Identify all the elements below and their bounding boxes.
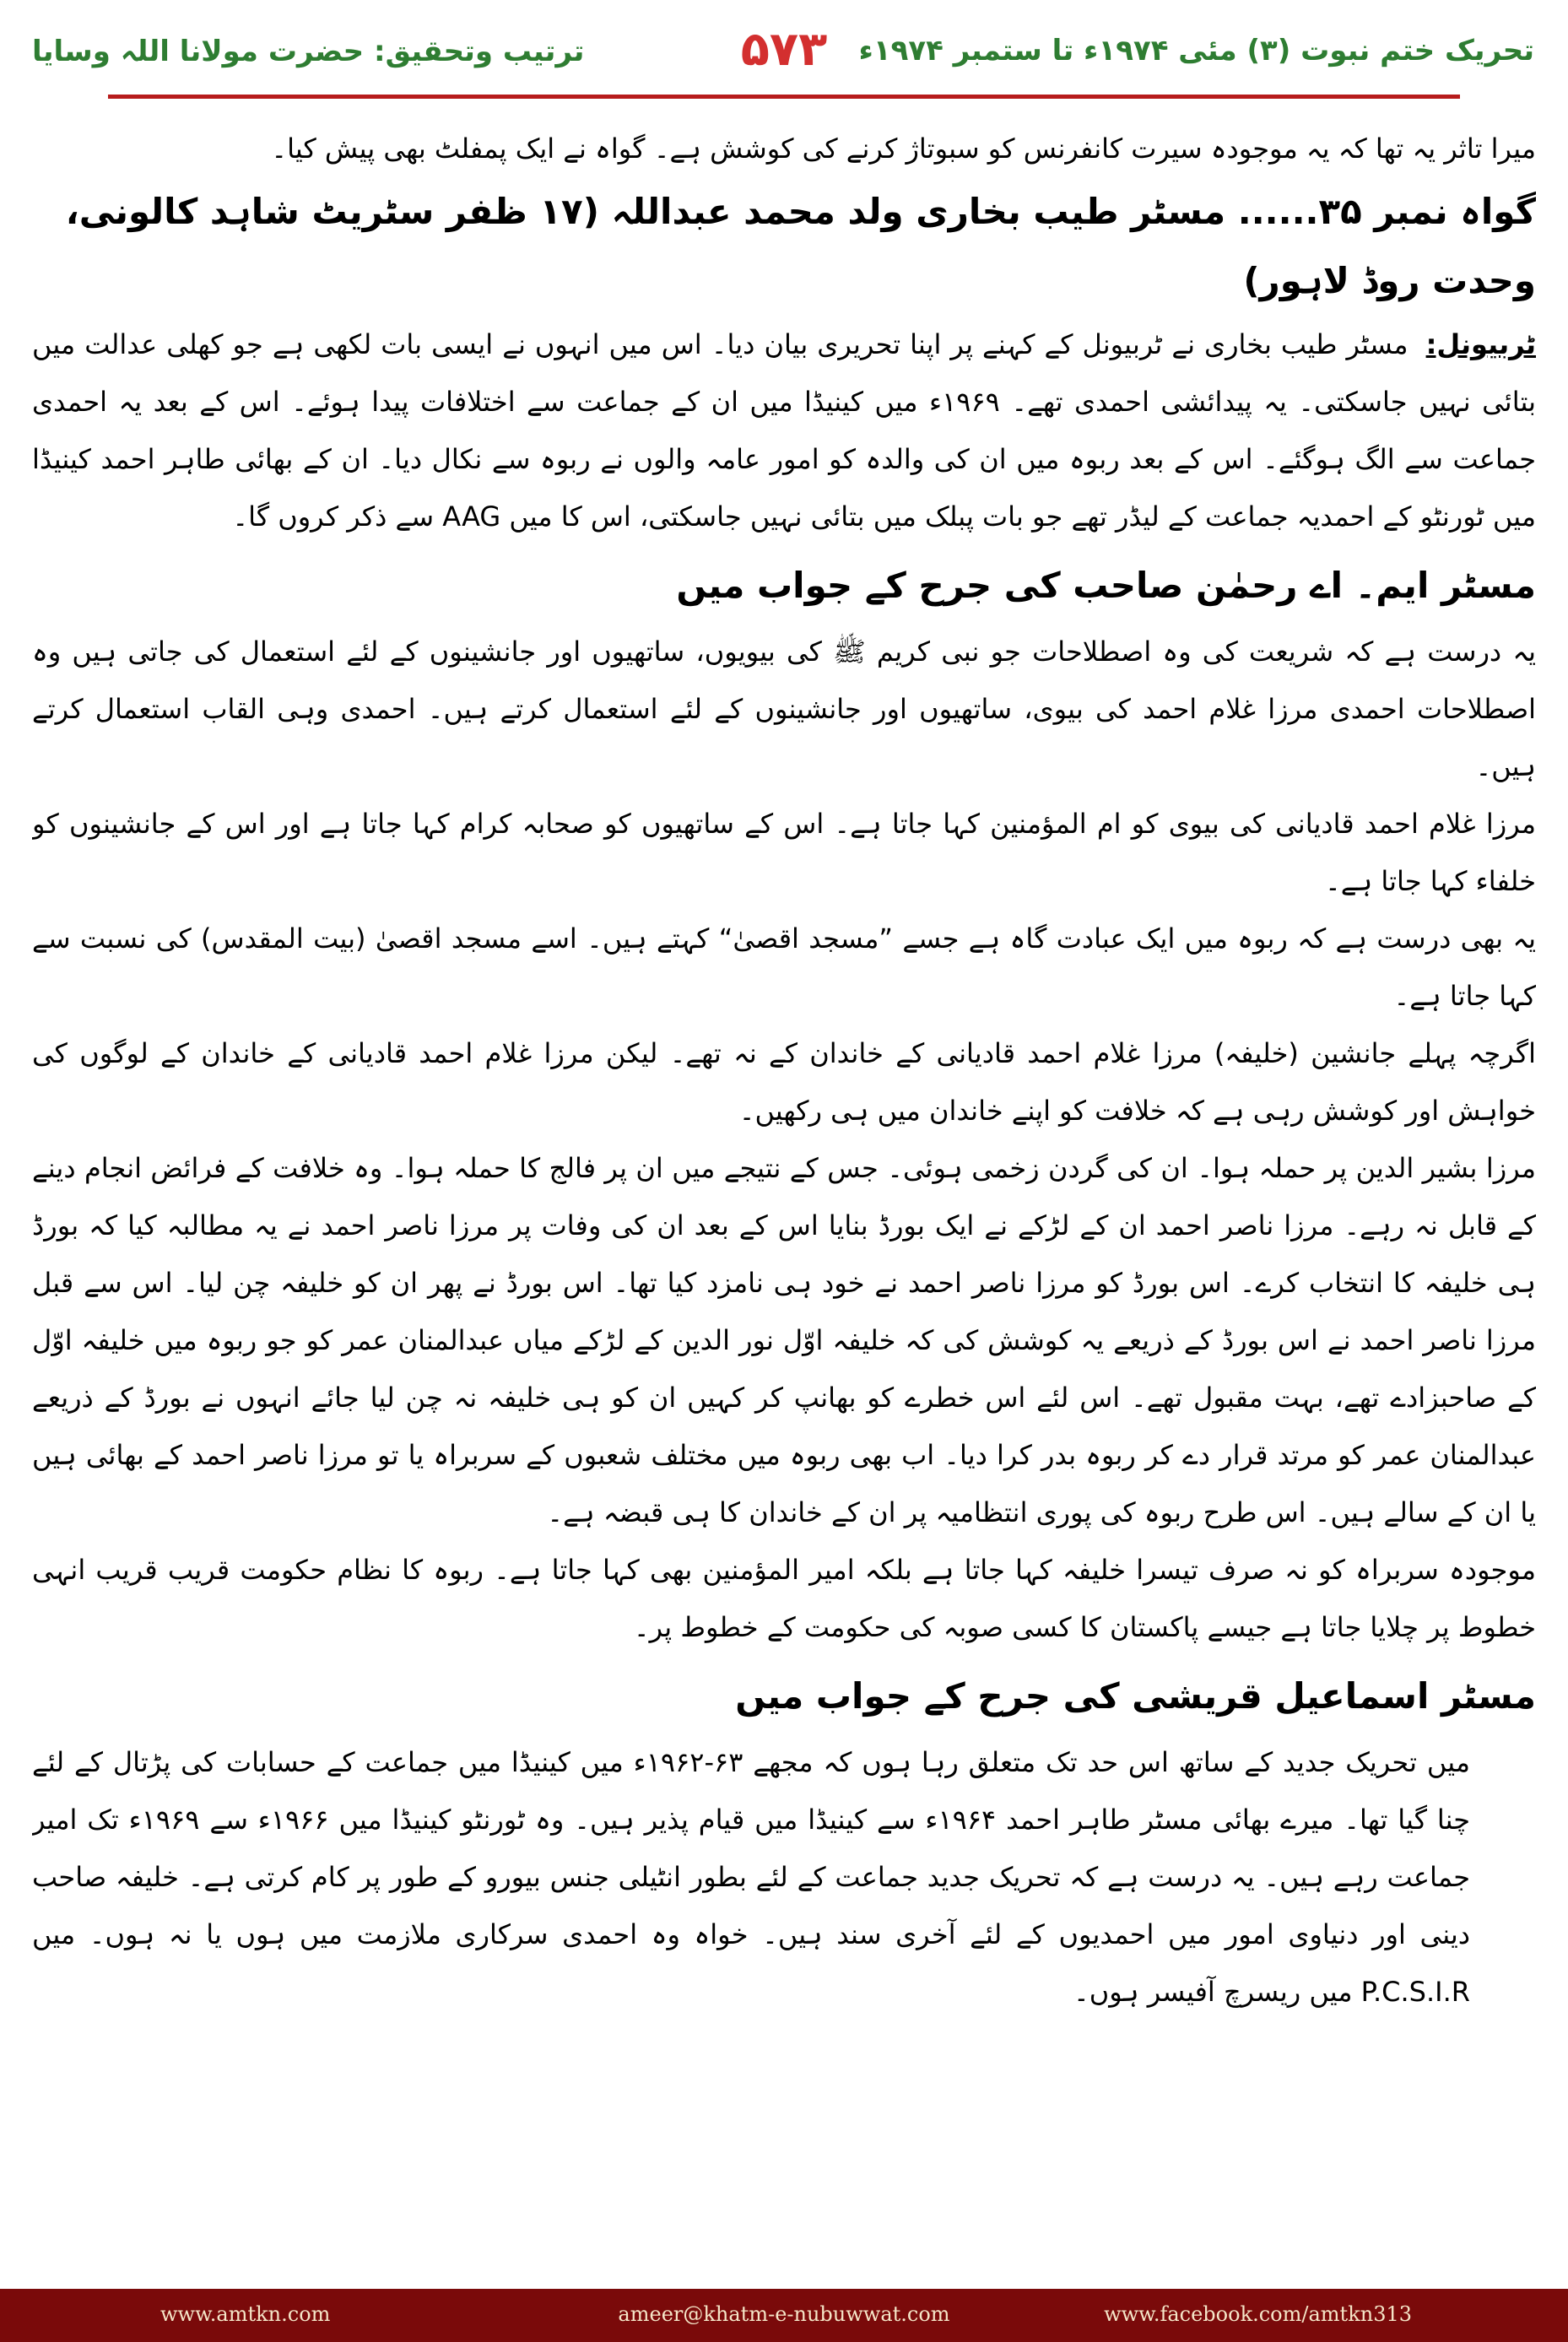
section-heading-rahman: مسٹر ایم۔ اے رحمٰن صاحب کی جرح کے جواب میں (676, 565, 1536, 606)
paragraph-s1-1: یہ درست ہے کہ شریعت کی وہ اصطلاحات جو نبی کریم ﷺ کی بیویوں، ساتھیوں اور جانشینوں کے لئے استعمال کی جاتی ہیں وہ اصطلاحات احمدی مرزا غلام احمد کی بیوی، ساتھیوں اور جانشینوں کے لئے استعمال کرتے ہیں۔ احمدی وہی القاب استعمال کرتے ہیں۔ (32, 636, 1536, 782)
tribunal-text: مسٹر طیب بخاری نے ٹربیونل کے کہنے پر اپنا تحریری بیان دیا۔ اس میں انہوں نے ایسی بات لکھی ہے جو کھلی عدالت میں بتائی نہیں جاسکتی۔ یہ پیدائشی احمدی تھے۔ ۱۹۶۹ء میں کینیڈا میں ان کے جماعت سے اختلافات پیدا ہوئے۔ اس کے بعد یہ احمدی جماعت سے الگ ہوگئے۔ اس کے بعد ربوہ میں ان کی والدہ کو امور عامہ والوں نے ربوہ سے نکال دیا۔ ان کے بھائی طاہر احمد کینیڈا میں ٹورنٹو کے احمدیہ جماعت کے لیڈر تھے جو بات پبلک میں بتائی نہیں جاسکتی، اس کا میں AAG سے ذکر کروں گا۔ (32, 328, 1536, 533)
tribunal-label: ٹربیونل: (1425, 328, 1536, 360)
footer-email-link[interactable]: ameer@khatm-e-nubuwwat.com (618, 2302, 950, 2326)
header-divider (108, 95, 1460, 99)
header-compiler-credit: ترتیب وتحقیق: حضرت مولانا اللہ وسایا (32, 35, 585, 68)
paragraph-tribunal (32, 316, 1536, 545)
page-body (32, 120, 1536, 2289)
paragraph-s2-1: میں تحریک جدید کے ساتھ اس حد تک متعلق رہا ہوں کہ مجھے ۶۳-۱۹۶۲ء میں کینیڈا میں جماعت کے حسابات کی پڑتال کے لئے چنا گیا تھا۔ میرے بھائی مسٹر طاہر احمد ۱۹۶۴ء سے کینیڈا میں قیام پذیر ہیں۔ وہ ٹورنٹو کینیڈا میں ۱۹۶۶ء سے ۱۹۶۹ء تک امیر جماعت رہے ہیں۔ یہ درست ہے کہ تحریک جدید جماعت کے لئے بطور انٹیلی جنس بیورو کے طور پر کام کرتی ہے۔ خلیفہ صاحب دینی اور دنیاوی امور میں احمدیوں کے لئے آخری سند ہیں۔ خواہ وہ احمدی سرکاری ملازمت میں ہوں یا نہ ہوں۔ میں P.C.S.I.R میں ریسرچ آفیسر ہوں۔ (32, 1746, 1471, 2008)
section-heading-qureshi: مسٹر اسماعیل قریشی کی جرح کے جواب میں (735, 1675, 1536, 1717)
page-number: ۵۷۳ (740, 22, 828, 77)
paragraph-s1-5: مرزا بشیر الدین پر حملہ ہوا۔ ان کی گردن زخمی ہوئی۔ جس کے نتیجے میں ان پر فالج کا حملہ ہوا۔ وہ خلافت کے فرائض انجام دینے کے قابل نہ رہے۔ مرزا ناصر احمد ان کے لڑکے نے ایک بورڈ بنایا اس کے بعد ان کی وفات پر مرزا ناصر احمد نے یہ مطالبہ کیا کہ بورڈ ہی خلیفہ کا انتخاب کرے۔ اس بورڈ کو مرزا ناصر احمد نے خود ہی نامزد کیا تھا۔ اس بورڈ نے پھر ان کو خلیفہ چن لیا۔ اس سے قبل مرزا ناصر احمد نے اس بورڈ کے ذریعے یہ کوشش کی کہ خلیفہ اوّل نور الدین کے لڑکے میاں عبدالمنان عمر کو جو ربوہ میں خلیفہ اوّل کے صاحبزادے تھے، بہت مقبول تھے۔ اس لئے اس خطرے کو بھانپ کر کہیں ان کو ہی خلیفہ نہ چن لیا جائے انہوں نے بورڈ کے ذریعے عبدالمنان عمر کو مرتد قرار دے کر ربوہ بدر کرا دیا۔ اب بھی ربوہ میں مختلف شعبوں کے سربراہ یا تو مرزا ناصر احمد کے بھائی ہیں یا ان کے سالے ہیں۔ اس طرح ربوہ کی پوری انتظامیہ پر ان کے خاندان کا ہی قبضہ ہے۔ (32, 1152, 1536, 1528)
paragraph-s1-3: یہ بھی درست ہے کہ ربوہ میں ایک عبادت گاہ ہے جسے ”مسجد اقصیٰ“ کہتے ہیں۔ اسے مسجد اقصیٰ (بیت المقدس) کی نسبت سے کہا جاتا ہے۔ (32, 922, 1536, 1012)
page-header (0, 0, 1568, 101)
page-footer (0, 2289, 1568, 2342)
paragraph-intro: میرا تاثر یہ تھا کہ یہ موجودہ سیرت کانفرنس کو سبوتاژ کرنے کی کوشش ہے۔ گواہ نے ایک پمفلٹ بھی پیش کیا۔ (271, 133, 1536, 165)
witness-heading: گواہ نمبر ۳۵...... مسٹر طیب بخاری ولد محمد عبداللہ (۱۷ ظفر سٹریٹ شاہد کالونی، وحدت روڈ لاہور) (65, 191, 1536, 301)
header-book-title: تحریک ختم نبوت (۳) مئی ۱۹۷۴ء تا ستمبر ۱۹۷۴ء (858, 34, 1534, 68)
footer-website-link[interactable]: www.amtkn.com (160, 2302, 331, 2326)
paragraph-s1-4: اگرچہ پہلے جانشین (خلیفہ) مرزا غلام احمد قادیانی کے خاندان کے نہ تھے۔ لیکن مرزا غلام احمد قادیانی کے خاندان کے لوگوں کی خواہش اور کوشش رہی ہے کہ خلافت کو اپنے خاندان میں ہی رکھیں۔ (32, 1037, 1536, 1127)
footer-facebook-link[interactable]: www.facebook.com/amtkn313 (1104, 2302, 1412, 2326)
paragraph-s1-2: مرزا غلام احمد قادیانی کی بیوی کو ام المؤمنین کہا جاتا ہے۔ اس کے ساتھیوں کو صحابہ کرام کہا جاتا ہے اور اس کے جانشینوں کو خلفاء کہا جاتا ہے۔ (32, 808, 1536, 897)
paragraph-s1-6: موجودہ سربراہ کو نہ صرف تیسرا خلیفہ کہا جاتا ہے بلکہ امیر المؤمنین بھی کہا جاتا ہے۔ ربوہ کا نظام حکومت قریب قریب انہی خطوط پر چلایا جاتا ہے جیسے پاکستان کا کسی صوبہ کی حکومت کے خطوط پر۔ (32, 1554, 1536, 1643)
